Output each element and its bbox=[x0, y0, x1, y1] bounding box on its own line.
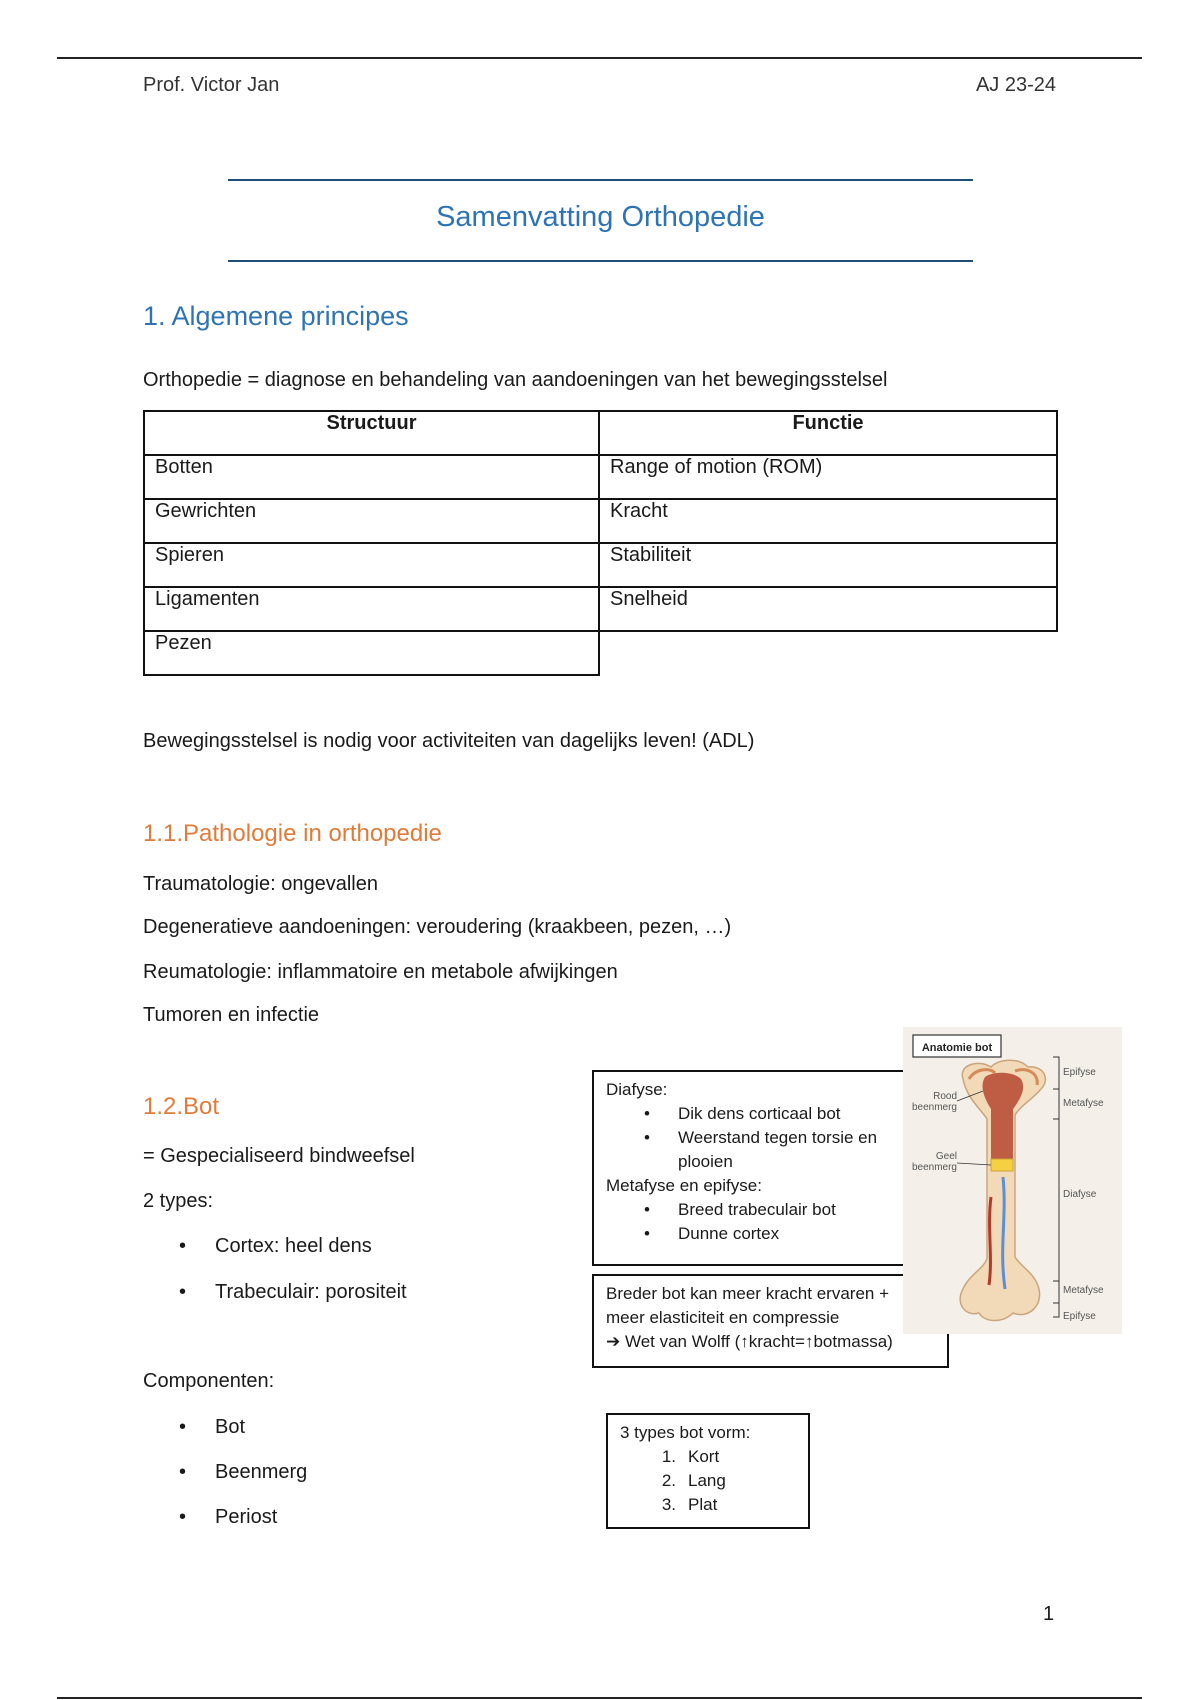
list-item: • Trabeculair: porositeit bbox=[143, 1281, 407, 1304]
list-item: 1. Kort bbox=[661, 1447, 720, 1466]
page-number: 1 bbox=[1043, 1603, 1055, 1625]
table-row bbox=[144, 499, 1057, 543]
page-title: Samenvatting Orthopedie bbox=[436, 201, 765, 233]
table-cell: Ligamenten bbox=[144, 587, 599, 631]
label-epifyse-bottom: Epifyse bbox=[1063, 1311, 1096, 1322]
table-cell: Kracht bbox=[599, 499, 1057, 543]
table-cell: Spieren bbox=[144, 543, 599, 587]
components-list bbox=[143, 1416, 307, 1529]
bone-types-box bbox=[606, 1413, 810, 1529]
top-rule bbox=[57, 57, 1142, 59]
table-row bbox=[144, 543, 1057, 587]
bone-illustration bbox=[903, 1027, 1122, 1334]
diafyse-label: Diafyse: bbox=[606, 1080, 668, 1099]
types-list bbox=[143, 1235, 407, 1304]
label-rood: Rood bbox=[933, 1091, 957, 1102]
wolff-line: meer elasticiteit en compressie bbox=[606, 1308, 840, 1327]
table-header-structuur: Structuur bbox=[144, 411, 599, 455]
pathologie-item: Tumoren en infectie bbox=[143, 1004, 320, 1026]
label-metafyse-bottom: Metafyse bbox=[1063, 1285, 1104, 1296]
list-item: • Cortex: heel dens bbox=[143, 1235, 407, 1258]
diafyse-box bbox=[592, 1070, 919, 1266]
title-rule-bottom bbox=[228, 260, 973, 262]
header-year: AJ 23-24 bbox=[975, 74, 1056, 96]
table-row bbox=[144, 631, 1057, 675]
list-item: • Breed trabeculair bot bbox=[606, 1198, 905, 1222]
list-item: • Bot bbox=[143, 1416, 307, 1439]
components-label: Componenten: bbox=[143, 1370, 275, 1392]
list-item: 2. Lang bbox=[661, 1471, 726, 1490]
wolff-box bbox=[592, 1274, 949, 1368]
section-1-1-heading: 1.1.Pathologie in orthopedie bbox=[143, 820, 442, 847]
table-cell: Pezen bbox=[144, 631, 599, 675]
figure-title: Anatomie bot bbox=[921, 1042, 993, 1054]
label-metafyse-top: Metafyse bbox=[1063, 1098, 1104, 1109]
bone-anatomy-figure bbox=[903, 1027, 1122, 1334]
metafyse-list bbox=[606, 1198, 905, 1246]
list-item: • Weerstand tegen torsie en plooien bbox=[606, 1126, 905, 1174]
types-label: 2 types: bbox=[143, 1190, 214, 1212]
diafyse-list bbox=[606, 1102, 905, 1174]
list-item: 3. Plat bbox=[661, 1495, 718, 1514]
label-diafyse: Diafyse bbox=[1063, 1189, 1097, 1200]
metafyse-label: Metafyse en epifyse: bbox=[606, 1176, 762, 1195]
wolff-line: Breder bot kan meer kracht ervaren + bbox=[606, 1284, 889, 1303]
list-item: • Beenmerg bbox=[143, 1461, 307, 1484]
bottom-rule bbox=[57, 1697, 1142, 1699]
section-1-2-heading: 1.2.Bot bbox=[143, 1093, 220, 1120]
table-cell: Botten bbox=[144, 455, 599, 499]
list-item: • Periost bbox=[143, 1506, 307, 1529]
pathologie-item: Degeneratieve aandoeningen: veroudering (kraakbeen, pezen, …) bbox=[143, 916, 732, 938]
pathologie-item: Reumatologie: inflammatoire en metabole afwijkingen bbox=[143, 961, 618, 983]
list-item: • Dunne cortex bbox=[606, 1222, 905, 1246]
orthopedie-definition: Orthopedie = diagnose en behandeling van aandoeningen van het bewegingsstelsel bbox=[143, 369, 888, 391]
label-geel-beenmerg: beenmerg bbox=[911, 1162, 957, 1173]
header-author: Prof. Victor Jan bbox=[143, 74, 280, 96]
table-cell: Stabiliteit bbox=[599, 543, 1057, 587]
list-item: • Dik dens corticaal bot bbox=[606, 1102, 905, 1126]
title-rule-top bbox=[228, 179, 973, 181]
adl-note: Bewegingsstelsel is nodig voor activiteiten van dagelijks leven! (ADL) bbox=[143, 730, 755, 752]
label-geel: Geel bbox=[935, 1151, 957, 1162]
table-header-functie: Functie bbox=[599, 411, 1057, 455]
table-row bbox=[144, 587, 1057, 631]
section-1-heading: 1. Algemene principes bbox=[143, 301, 409, 331]
wolff-law: ➔ Wet van Wolff (↑kracht=↑botmassa) bbox=[606, 1332, 893, 1351]
table-cell-empty bbox=[599, 631, 1057, 675]
table-cell: Range of motion (ROM) bbox=[599, 455, 1057, 499]
label-rood-beenmerg: beenmerg bbox=[911, 1102, 957, 1113]
table-header-row bbox=[144, 411, 1057, 455]
pathologie-item: Traumatologie: ongevallen bbox=[143, 873, 378, 895]
bot-definition: = Gespecialiseerd bindweefsel bbox=[143, 1145, 415, 1167]
table-cell: Snelheid bbox=[599, 587, 1057, 631]
bone-types-label: 3 types bot vorm: bbox=[620, 1423, 751, 1442]
structure-function-table bbox=[143, 410, 1058, 676]
bone-types-list bbox=[620, 1445, 796, 1517]
table-cell: Gewrichten bbox=[144, 499, 599, 543]
table-row bbox=[144, 455, 1057, 499]
label-epifyse-top: Epifyse bbox=[1063, 1067, 1096, 1078]
